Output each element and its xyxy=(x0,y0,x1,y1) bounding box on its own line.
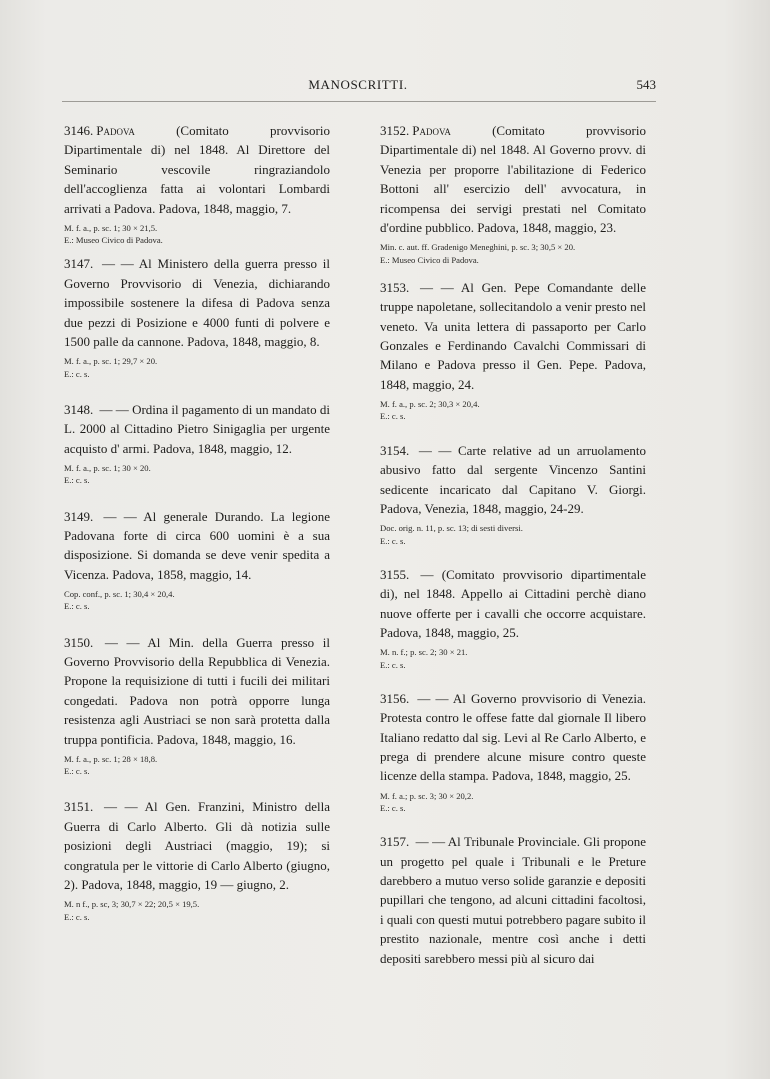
entry-number: 3152. xyxy=(380,123,410,138)
entry-meta xyxy=(64,898,330,922)
entry-number: 3147. xyxy=(64,256,94,272)
running-title: MANOSCRITTI. xyxy=(308,77,408,92)
entry-number: 3156. xyxy=(380,690,410,706)
catalog-entry xyxy=(380,565,646,671)
left-column xyxy=(64,121,330,923)
entry-meta xyxy=(380,241,646,265)
entry-meta xyxy=(64,753,330,777)
entry-text xyxy=(64,400,330,458)
entry-text xyxy=(380,278,646,394)
entry-body: — — Al Tribunale Provinciale. Gli propone un progetto pel quale i Tribunali e le Preture darebbero a mutuo verso solide garanzie e depositi pupillari che tengono, ad alcuni cittadini facoltosi, i quali con questi mutui potrebbero pagare subito il prestito nazionale, mentre così anche i detti depositi sarebbero messi più al sicuro dai xyxy=(380,834,646,966)
meta-line: Cop. conf., p. sc. 1; 30,4 × 20,4. xyxy=(64,589,175,600)
meta-line: E.: c. s. xyxy=(64,368,90,379)
entry-meta xyxy=(380,646,646,670)
meta-line: M. n. f.; p. sc. 2; 30 × 21. xyxy=(380,647,468,658)
entry-body: — (Comitato provvisorio dipartimentale di), nel 1848. Appello ai Cittadini perchè diano nuove offerte per i cavalli che occorre acquistare. Padova, 1848, maggio, 25. xyxy=(380,566,646,640)
meta-line: E.: c. s. xyxy=(380,659,406,670)
meta-line: M. n f., p. sc, 3; 30,7 × 22; 20,5 × 19,5. xyxy=(64,899,200,910)
catalog-entry xyxy=(64,797,330,922)
meta-line: M. f. a., p. sc. 2; 30,3 × 20,4. xyxy=(380,399,480,410)
entry-body: (Comitato provvisorio Dipartimentale di) nel 1848. Al Direttore del Seminario vescovile ringraziandolo dell'accoglienza fatta ai volontari Lombardi arrivati a Padova. Padova, 1848, maggio, 7. xyxy=(64,123,330,216)
meta-line: Min. c. aut. ff. Gradenigo Meneghini, p. sc. 3; 30,5 × 20. xyxy=(380,242,576,253)
entry-city: Padova xyxy=(412,123,451,138)
entry-body: — — Al generale Durando. La legione Padovana forte di circa 600 uomini è a sua disposizione. Si domanda se deve venir spedita a Vicenza. Padova, 1858, maggio, 14. xyxy=(64,508,331,582)
meta-line: E.: c. s. xyxy=(64,766,90,777)
catalog-entry xyxy=(64,507,330,613)
entry-number: 3155. xyxy=(380,566,410,582)
meta-line: M. f. a., p. sc. 1; 30 × 20. xyxy=(64,463,151,474)
entry-meta xyxy=(380,522,646,546)
entry-text xyxy=(64,507,330,585)
meta-line: M. f. a.; p. sc. 3; 30 × 20,2. xyxy=(380,790,474,801)
entry-number: 3157. xyxy=(380,834,410,850)
catalog-entry xyxy=(64,254,330,379)
meta-line: Doc. orig. n. 11, p. sc. 13; di sesti diversi. xyxy=(380,523,523,534)
entry-number: 3151. xyxy=(64,799,94,815)
entry-number: 3154. xyxy=(380,442,410,458)
entry-number: 3148. xyxy=(64,401,94,417)
meta-line: E.: c. s. xyxy=(380,535,406,546)
meta-line: M. f. a., p. sc. 1; 28 × 18,8. xyxy=(64,753,158,764)
entry-meta xyxy=(64,355,330,379)
page-number: 543 xyxy=(636,77,656,92)
entry-body: (Comitato provvisorio Dipartimentale di) nel 1848. Al Governo provv. di Venezia per proporre l'abilitazione di Federico Bottoni all' esercizio dell' avvocatura, in ricompensa dei servigi prestati nel Comitato d'ordine pubblico. Padova, 1848, maggio, 23. xyxy=(380,123,646,236)
entry-text xyxy=(64,797,330,894)
catalog-entry xyxy=(380,441,646,547)
entry-number: 3153. xyxy=(380,279,410,295)
meta-line: E.: c. s. xyxy=(64,601,90,612)
entry-city: Padova xyxy=(96,123,135,138)
entry-meta xyxy=(64,462,330,486)
entry-text xyxy=(64,633,330,749)
meta-line: M. f. a., p. sc. 1; 30 × 21,5. xyxy=(64,223,158,234)
right-column xyxy=(380,121,646,968)
entry-text xyxy=(64,121,330,218)
entry-text xyxy=(380,441,646,519)
entry-body: — — Al Min. della Guerra presso il Governo Provvisorio della Repubblica di Venezia. Propone la requisizione di tutti i fucili dei militari congedati. Padova non potrà opporre lunga resistenza agli Austriaci se non sarà protetta dalla truppa pontificia. Padova, 1848, maggio, 16. xyxy=(64,634,330,747)
entry-body: — — Al Ministero della guerra presso il Governo Provvisorio di Venezia, dichiarando impossibile sostenere la difesa di Padova senza due pezzi di Posizione e 4000 funti di polvere e 1500 palle da cannone. Padova, 1848, maggio, 8. xyxy=(64,256,330,350)
entry-text xyxy=(380,832,646,968)
entry-number: 3150. xyxy=(64,634,94,650)
entry-body: — — Al Governo provvisorio di Venezia. Protesta contro le offese fatte dal giornale Il libero Italiano redatto dal sig. Levi al Re Carlo Alberto, e prega di prendere alcune misure contro queste licenze della stampa. Padova, 1848, maggio, 25. xyxy=(380,690,646,784)
entry-text xyxy=(380,689,646,786)
catalog-entry xyxy=(380,121,646,266)
entry-meta xyxy=(64,588,330,612)
catalog-entry xyxy=(64,633,330,778)
meta-line: E.: Museo Civico di Padova. xyxy=(380,254,479,265)
page-header xyxy=(60,77,656,97)
catalog-entry xyxy=(64,121,330,246)
meta-line: E.: c. s. xyxy=(380,802,406,813)
entry-text xyxy=(380,121,646,237)
entry-body: — — Al Gen. Franzini, Ministro della Guerra di Carlo Alberto. Gli dà notizia sulle posizioni degli Austriaci (maggio, 19); si congratula per le vittorie di Carlo Alberto (giugno, 2). Padova, 1848, maggio, 19 — giugno, 2. xyxy=(64,799,331,892)
entry-body: — — Ordina il pagamento di un mandato di L. 2000 al Cittadino Pietro Sinigaglia per urgente acquisto d' armi. Padova, 1848, maggio, 12. xyxy=(64,401,331,456)
entry-meta xyxy=(380,790,646,814)
header-rule xyxy=(62,101,656,102)
catalog-entry xyxy=(380,689,646,814)
meta-line: M. f. a., p. sc. 1; 29,7 × 20. xyxy=(64,356,158,367)
entry-meta xyxy=(64,222,330,246)
meta-line: E.: c. s. xyxy=(64,911,90,922)
entry-body: — — Al Gen. Pepe Comandante delle truppe napoletane, sollecitandolo a venir presto nel veneto. Va unita lettera di passaporto per Carlo Gonzales e Ferdinando Cavalchi Commissari di Milano e Padova presso il Gen. Pepe. Padova, 1848, maggio, 24. xyxy=(380,279,646,392)
entry-number: 3149. xyxy=(64,508,94,524)
catalog-entry xyxy=(380,278,646,423)
entry-text xyxy=(380,565,646,643)
entry-meta xyxy=(380,398,646,422)
catalog-entry xyxy=(380,832,646,968)
entry-body: — — Carte relative ad un arruolamento abusivo fatto dal sergente Vincenzo Santini sedicente incaricato dal Capitano V. Giorgi. Padova, Venezia, 1848, maggio, 24-29. xyxy=(380,442,646,516)
entry-number: 3146. xyxy=(64,123,94,138)
meta-line: E.: Museo Civico di Padova. xyxy=(64,235,163,246)
meta-line: E.: c. s. xyxy=(64,475,90,486)
meta-line: E.: c. s. xyxy=(380,411,406,422)
entry-text xyxy=(64,254,330,351)
catalog-entry xyxy=(64,400,330,487)
